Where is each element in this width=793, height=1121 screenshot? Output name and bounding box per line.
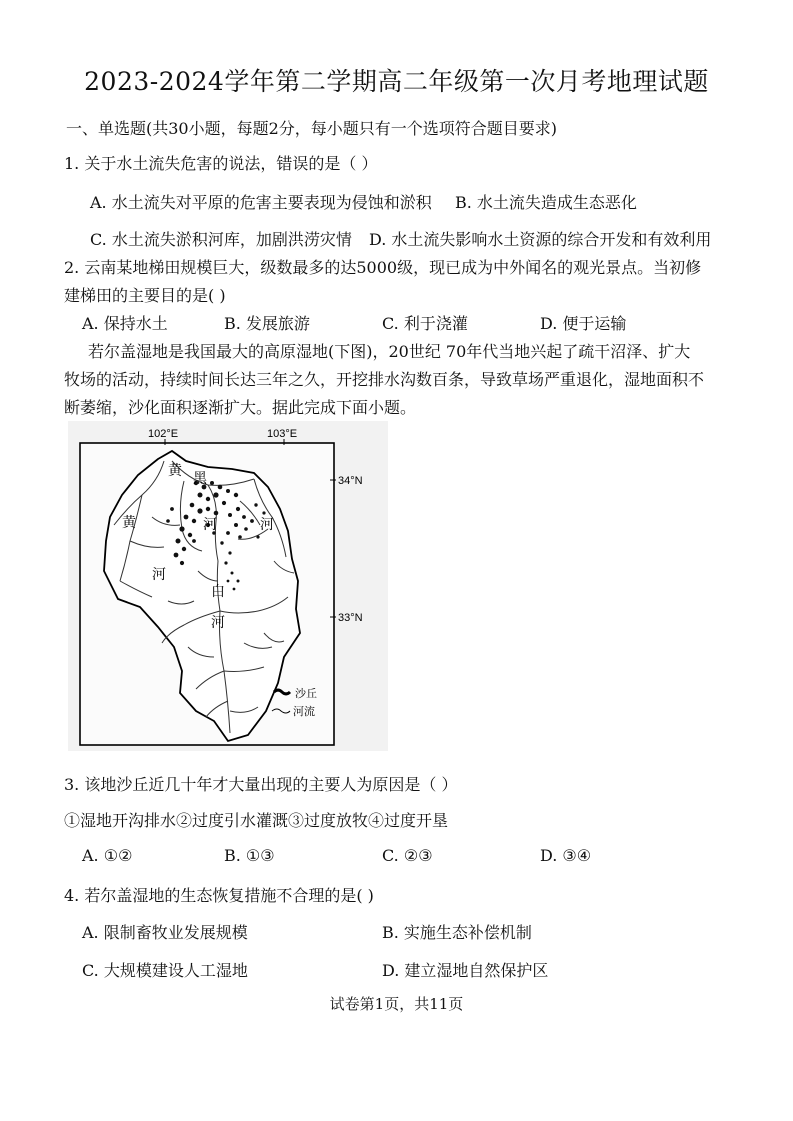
- ruoergai-wetland-map: [68, 421, 388, 751]
- map-label-he-hei-1: 河: [203, 517, 217, 533]
- question-2-stem-line-2: 建梯田的主要目的是( ): [64, 286, 226, 305]
- question-3-option-a: A. ①②: [82, 846, 133, 865]
- question-4-option-d: D. 建立湿地自然保护区: [382, 961, 549, 980]
- question-1-stem: 1. 关于水土流失危害的说法，错误的是（ ）: [64, 154, 378, 173]
- map-label-he-huang: 河: [152, 567, 166, 583]
- question-3-option-d: D. ③④: [540, 846, 592, 865]
- map-label-he-hei-2: 河: [260, 517, 274, 533]
- question-1-option-b: B. 水土流失造成生态恶化: [455, 193, 637, 212]
- legend-river-label: 河流: [293, 705, 315, 718]
- map-label-bai: 白: [211, 584, 225, 600]
- exam-title: 2023-2024学年第二学期高二年级第一次月考地理试题: [84, 67, 709, 96]
- passage-line-2: 牧场的活动，持续时间长达三年之久，开挖排水沟数百条，导致草场严重退化，湿地面积不: [64, 370, 705, 389]
- page-footer: 试卷第1页，共11页: [329, 995, 464, 1013]
- question-2-option-c: C. 利于浇灌: [382, 314, 468, 333]
- question-2-option-b: B. 发展旅游: [224, 314, 310, 333]
- question-3-option-list: ①湿地开沟排水②过度引水灌溉③过度放牧④过度开垦: [64, 811, 449, 830]
- lat-label-33: 33°N: [338, 612, 363, 624]
- question-4-stem: 4. 若尔盖湿地的生态恢复措施不合理的是( ): [64, 886, 374, 905]
- passage-line-1: 若尔盖湿地是我国最大的高原湿地(下图)，20世纪 70年代当地兴起了疏干沼泽、扩大: [88, 342, 691, 361]
- question-1-option-a: A. 水土流失对平原的危害主要表现为侵蚀和淤积: [90, 193, 432, 212]
- passage-line-3: 断萎缩，沙化面积逐渐扩大。据此完成下面小题。: [64, 398, 417, 417]
- question-1-option-c: C. 水土流失淤积河库，加剧洪涝灾情: [90, 230, 352, 249]
- question-4-option-b: B. 实施生态补偿机制: [382, 923, 532, 942]
- question-1-option-d: D. 水土流失影响水土资源的综合开发和有效利用: [369, 230, 712, 249]
- question-3-option-c: C. ②③: [382, 846, 433, 865]
- question-3-option-b: B. ①③: [224, 846, 275, 865]
- lon-label-102: 102°E: [148, 428, 179, 440]
- question-2-stem-line-1: 2. 云南某地梯田规模巨大，级数最多的达5000级，现已成为中外闻名的观光景点。当初修: [64, 258, 702, 277]
- map-label-hei: 黑: [193, 471, 207, 487]
- question-4-option-a: A. 限制畜牧业发展规模: [82, 923, 248, 942]
- question-2-option-d: D. 便于运输: [540, 314, 627, 333]
- lon-label-103: 103°E: [267, 428, 298, 440]
- section-header: 一、单选题(共30小题，每题2分，每小题只有一个选项符合题目要求): [66, 119, 558, 138]
- lat-label-34: 34°N: [338, 475, 363, 487]
- map-label-he-bai: 河: [211, 615, 225, 631]
- legend-dune-label: 沙丘: [295, 687, 317, 700]
- question-3-stem: 3. 该地沙丘近几十年才大量出现的主要人为原因是（ ）: [64, 775, 458, 794]
- question-4-option-c: C. 大规模建设人工湿地: [82, 961, 248, 980]
- question-2-option-a: A. 保持水土: [82, 314, 168, 333]
- map-label-huang-left: 黄: [122, 515, 136, 531]
- map-label-huang-top: 黄: [168, 463, 182, 479]
